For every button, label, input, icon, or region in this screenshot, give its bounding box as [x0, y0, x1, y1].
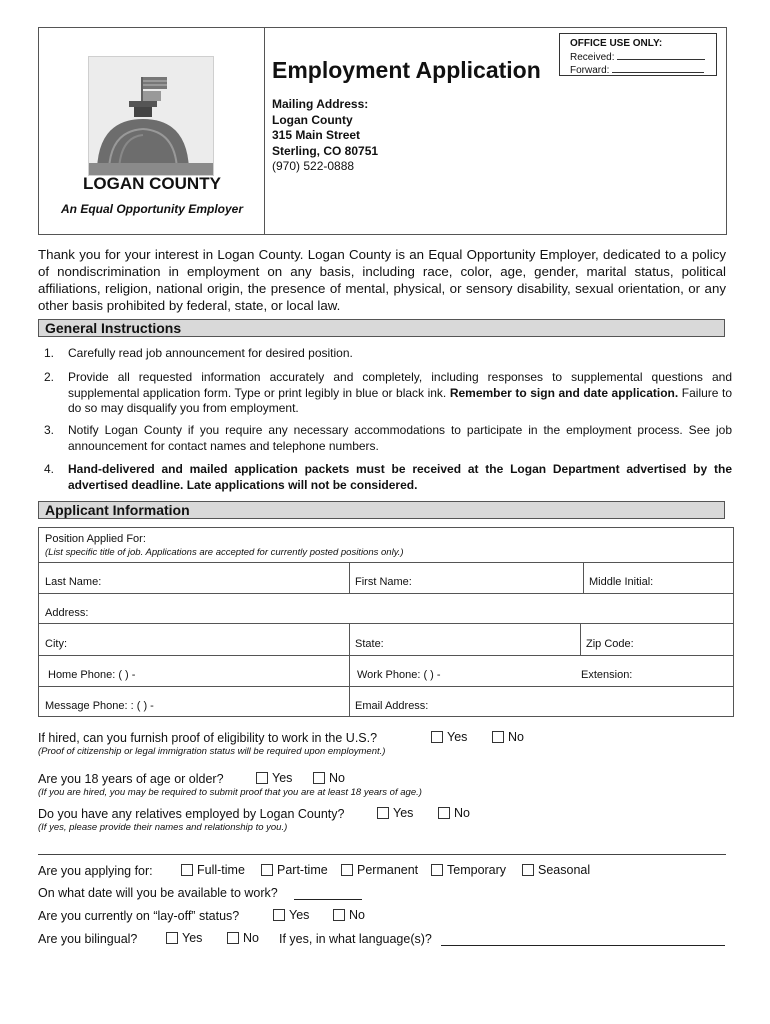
- general-instructions-title: General Instructions: [45, 320, 182, 336]
- instruction-4: [44, 462, 732, 493]
- relatives-question: Do you have any relatives employed by Logan County?: [38, 807, 345, 821]
- col-line: [349, 686, 350, 716]
- option-label: Part-time: [277, 863, 328, 877]
- row-line: [39, 686, 733, 687]
- no-label: No: [329, 771, 345, 785]
- work-phone-field[interactable]: Work Phone: ( ) -: [357, 669, 441, 681]
- yes-label: Yes: [289, 908, 310, 922]
- received-label: Received:: [570, 51, 615, 63]
- col-line: [580, 623, 581, 655]
- page-title: Employment Application: [272, 57, 541, 83]
- courthouse-dome-photo: [88, 56, 214, 176]
- zip-code-field[interactable]: Zip Code:: [586, 638, 634, 650]
- language-question: If yes, in what language(s)?: [279, 932, 432, 946]
- section-divider: [38, 854, 726, 855]
- yes-label: Yes: [182, 931, 203, 945]
- option-label: Temporary: [447, 863, 507, 877]
- checkbox-icon[interactable]: [333, 909, 345, 921]
- bilingual-no[interactable]: [227, 931, 259, 945]
- eligibility-no[interactable]: [492, 730, 524, 744]
- county-name: LOGAN COUNTY: [83, 174, 221, 193]
- option-label: Full-time: [197, 863, 245, 877]
- instruction-tail: Failure to do so may disqualify you from employment.: [68, 385, 733, 415]
- checkbox-icon[interactable]: [431, 864, 443, 876]
- instruction-num: 1.: [44, 346, 55, 360]
- no-label: No: [349, 908, 365, 922]
- option-label: Permanent: [357, 863, 419, 877]
- no-label: No: [508, 730, 524, 744]
- option-full-time[interactable]: [181, 863, 245, 877]
- mailing-phone: (970) 522-0888: [272, 159, 355, 173]
- option-part-time[interactable]: [261, 863, 328, 877]
- checkbox-icon[interactable]: [166, 932, 178, 944]
- eligibility-yes[interactable]: [431, 730, 467, 744]
- mailing-line-3: Sterling, CO 80751: [272, 143, 379, 158]
- last-name-field[interactable]: Last Name:: [45, 576, 102, 588]
- availability-date-line[interactable]: [294, 899, 362, 900]
- row-line: [39, 593, 733, 594]
- instruction-text: Notify Logan County if you require any necessary accommodations to participate in the employment process. See job announcement for contact names and telephone numbers.: [68, 423, 732, 453]
- availability-question: On what date will you be available to work?: [38, 886, 278, 900]
- position-field[interactable]: Position Applied For:: [45, 533, 146, 545]
- instruction-bold: Hand-delivered and mailed application packets must be received at the Logan Department advertised by the advertised deadline. Late applications will not be considered.: [68, 462, 732, 492]
- age-yes[interactable]: [256, 771, 292, 785]
- instruction-2: [44, 370, 732, 417]
- state-field[interactable]: State:: [355, 638, 384, 650]
- instruction-1: [44, 346, 732, 362]
- header-divider: [264, 27, 265, 234]
- layoff-yes[interactable]: [273, 908, 309, 922]
- checkbox-icon[interactable]: [377, 807, 389, 819]
- instruction-num: 3.: [44, 423, 55, 437]
- applying-for-question: Are you applying for:: [38, 864, 153, 878]
- row-line: [39, 623, 733, 624]
- forward-label: Forward:: [570, 65, 610, 76]
- checkbox-icon[interactable]: [341, 864, 353, 876]
- extension-field[interactable]: Extension:: [581, 669, 633, 681]
- message-phone-field[interactable]: Message Phone: : ( ) -: [45, 700, 154, 712]
- forward-line[interactable]: [612, 63, 704, 73]
- address-field[interactable]: Address:: [45, 607, 89, 619]
- layoff-question: Are you currently on “lay-off” status?: [38, 909, 240, 923]
- checkbox-icon[interactable]: [227, 932, 239, 944]
- instruction-text: Provide all requested information accurately and completely, including responses to supplemental questions and supplemental application form. Type or print legibly in blue or black ink.: [68, 370, 732, 400]
- mailing-line-1: Logan County: [272, 112, 353, 127]
- checkbox-icon[interactable]: [181, 864, 193, 876]
- middle-initial-field[interactable]: Middle Initial:: [589, 576, 654, 588]
- applicant-table: [38, 527, 734, 717]
- instruction-num: 4.: [44, 462, 55, 476]
- yes-label: Yes: [393, 806, 414, 820]
- instruction-bold: Remember to sign and date application.: [449, 385, 679, 400]
- instruction-num: 2.: [44, 370, 55, 384]
- eligibility-question: If hired, can you furnish proof of eligibility to work in the U.S.?: [38, 731, 378, 745]
- instruction-text: Carefully read job announcement for desired position.: [68, 346, 353, 360]
- relatives-no[interactable]: [438, 806, 470, 820]
- email-field[interactable]: Email Address:: [355, 700, 429, 712]
- col-line: [349, 623, 350, 655]
- applicant-information-header: [38, 501, 725, 519]
- row-line: [39, 655, 733, 656]
- checkbox-icon[interactable]: [522, 864, 534, 876]
- yes-label: Yes: [447, 730, 468, 744]
- mailing-address: [272, 97, 378, 175]
- bilingual-yes[interactable]: [166, 931, 202, 945]
- city-field[interactable]: City:: [45, 638, 67, 650]
- checkbox-icon[interactable]: [256, 772, 268, 784]
- checkbox-icon[interactable]: [261, 864, 273, 876]
- yes-label: Yes: [272, 771, 293, 785]
- office-title: OFFICE USE ONLY:: [570, 38, 663, 49]
- eligibility-note: (Proof of citizenship or legal immigration status will be required upon employment.): [38, 746, 386, 757]
- position-note: (List specific title of job. Applications are accepted for currently posted positions only.): [45, 547, 404, 558]
- layoff-no[interactable]: [333, 908, 365, 922]
- home-phone-field[interactable]: Home Phone: ( ) -: [48, 669, 136, 681]
- instruction-3: [44, 423, 732, 454]
- option-permanent[interactable]: [341, 863, 418, 877]
- checkbox-icon[interactable]: [313, 772, 325, 784]
- age-question: Are you 18 years of age or older?: [38, 772, 224, 786]
- received-line[interactable]: [617, 50, 705, 60]
- col-line: [583, 562, 584, 593]
- general-instructions-header: [38, 319, 725, 337]
- option-label: Seasonal: [538, 863, 591, 877]
- option-seasonal[interactable]: [522, 863, 590, 877]
- relatives-note: (If yes, please provide their names and relationship to you.): [38, 822, 288, 833]
- no-label: No: [454, 806, 470, 820]
- option-temporary[interactable]: [431, 863, 506, 877]
- checkbox-icon[interactable]: [431, 731, 443, 743]
- age-no[interactable]: [313, 771, 345, 785]
- age-note: (If you are hired, you may be required to submit proof that you are at least 18 years of age.): [38, 787, 422, 798]
- col-line: [349, 562, 350, 593]
- row-line: [39, 562, 733, 563]
- intro-paragraph: Thank you for your interest in Logan County. Logan County is an Equal Opportunity Employer, dedicated to a policy of nondiscrimination in employment on any basis, including race, color, age, gender, marital status, political affiliations, religion, national origin, the presence of mental, physical, or sensory disability, sexual orientation, or any other basis prohibited by federal, state, or local law.: [38, 247, 726, 313]
- office-use-box: [559, 33, 717, 76]
- eoe-tagline: An Equal Opportunity Employer: [60, 202, 243, 216]
- relatives-yes[interactable]: [377, 806, 413, 820]
- checkbox-icon[interactable]: [492, 731, 504, 743]
- mailing-line-2: 315 Main Street: [272, 128, 361, 142]
- applicant-information-title: Applicant Information: [45, 502, 190, 518]
- col-line: [349, 655, 350, 686]
- first-name-field[interactable]: First Name:: [355, 576, 412, 588]
- checkbox-icon[interactable]: [438, 807, 450, 819]
- checkbox-icon[interactable]: [273, 909, 285, 921]
- bilingual-question: Are you bilingual?: [38, 932, 138, 946]
- mailing-label: Mailing Address:: [272, 97, 369, 111]
- no-label: No: [243, 931, 259, 945]
- language-line[interactable]: [441, 945, 725, 946]
